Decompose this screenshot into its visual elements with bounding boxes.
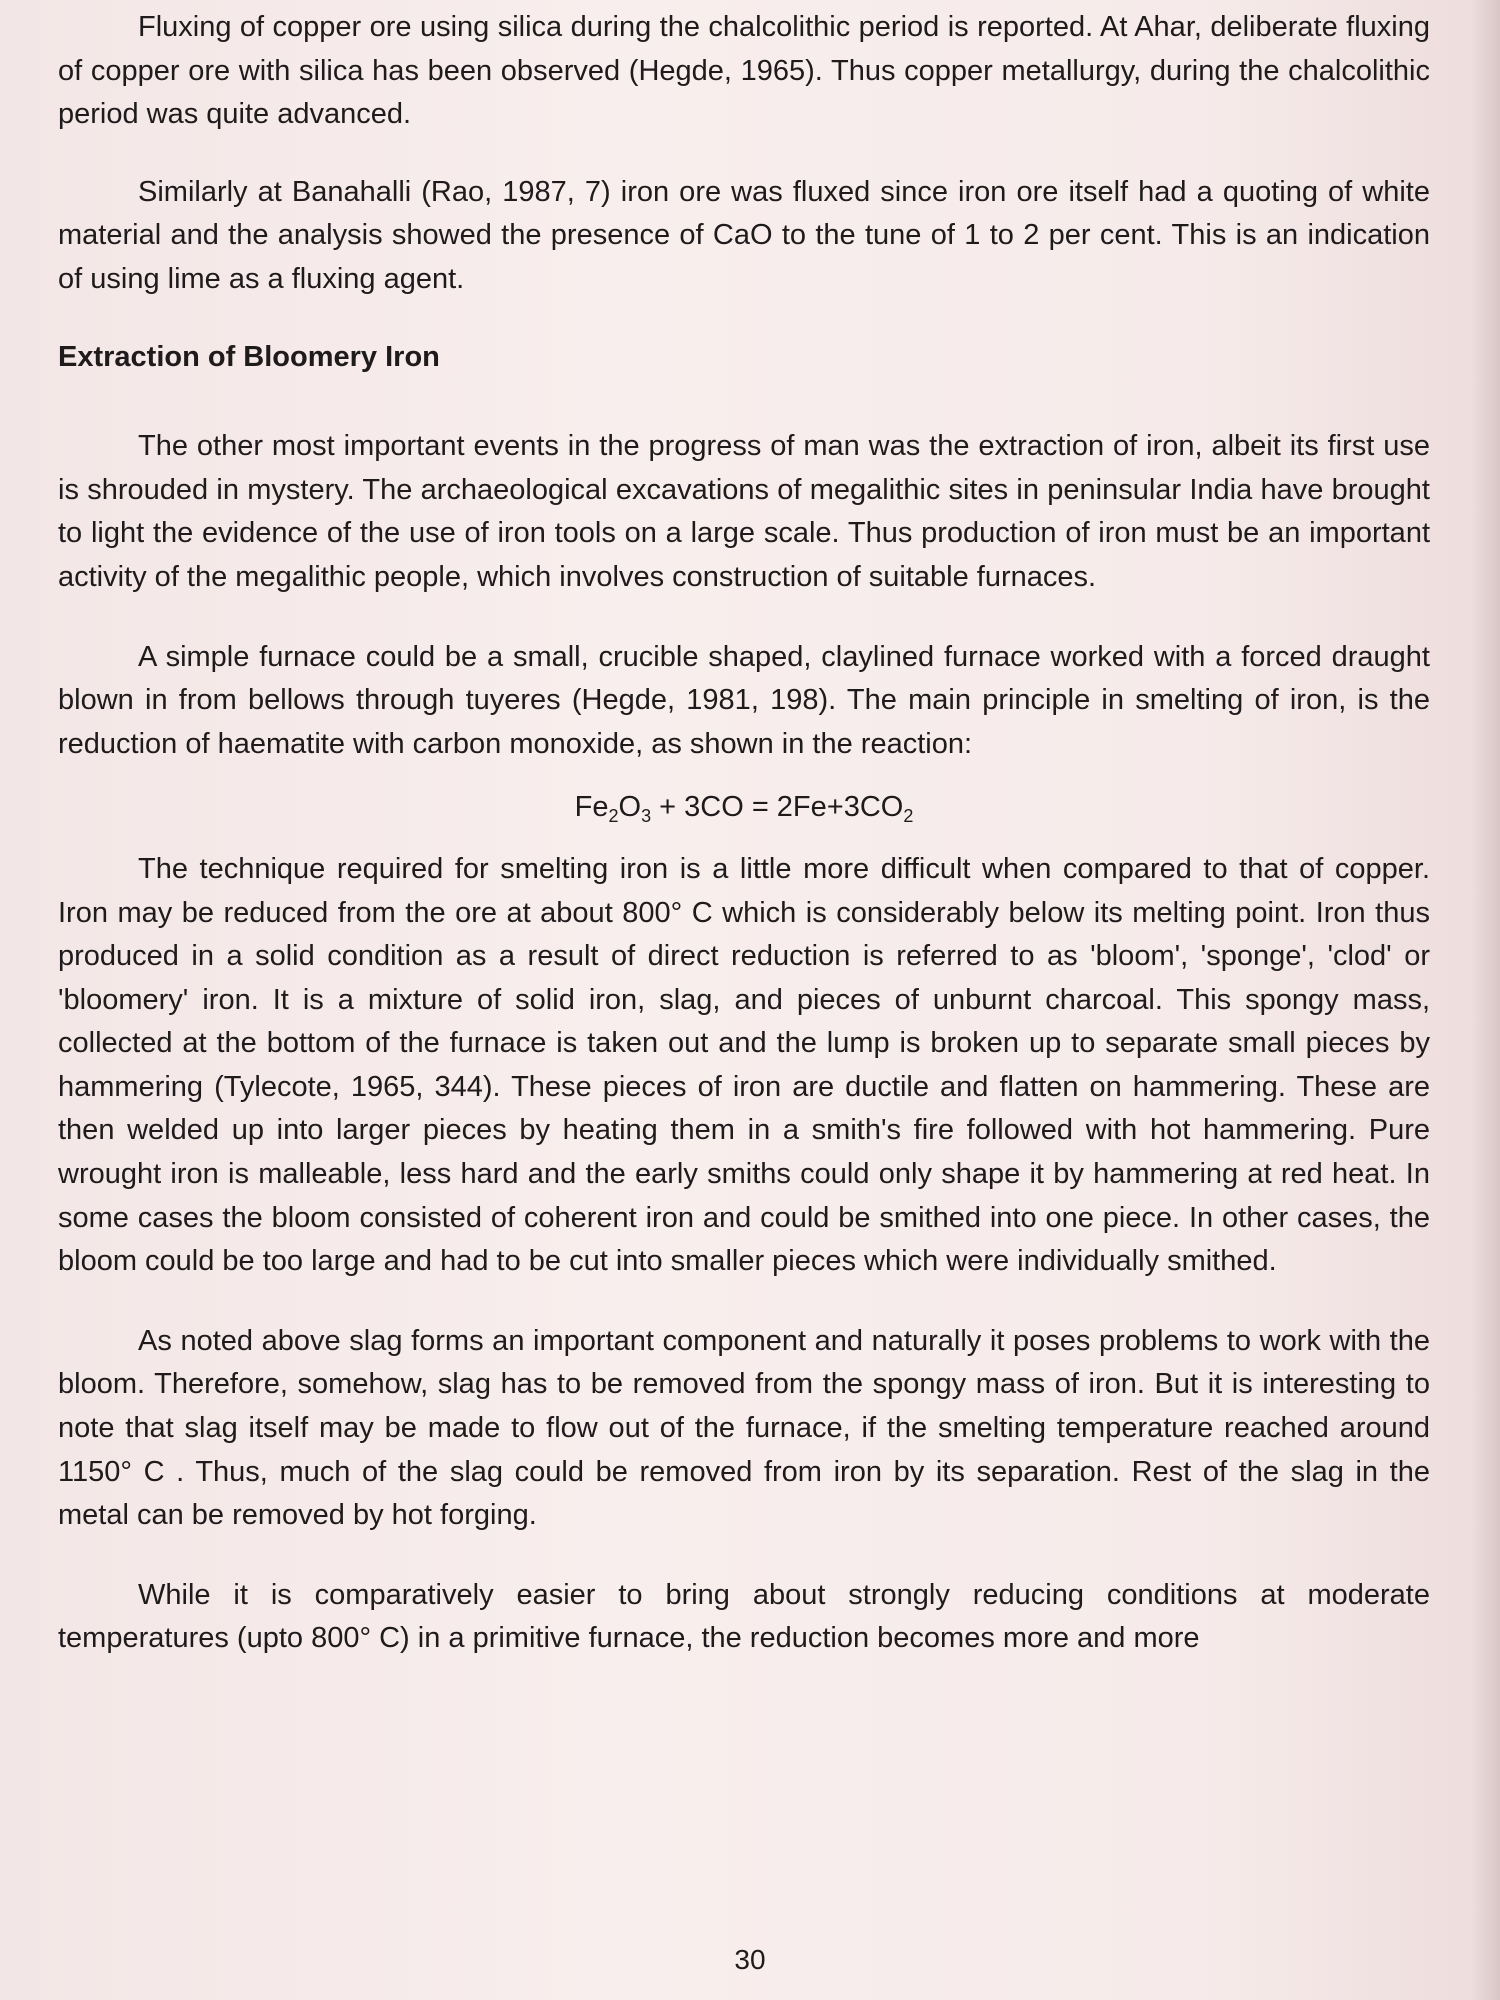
paragraph-banahalli: Similarly at Banahalli (Rao, 1987, 7) iron ore was fluxed since iron ore itself had a quoting of white material and the analysis showed the presence of CaO to the tune of 1 to 2 per cent. This is an indication of using lime as a fluxing agent. [58, 175, 1430, 295]
eq-fe: Fe [574, 791, 609, 824]
paragraph-reducing-conditions: While it is comparatively easier to bring about strongly reducing conditions at moderate temperatures (upto 800° C) in a primitive furnace, the reduction becomes more and more [58, 1578, 1430, 1655]
paragraph-slag: As noted above slag forms an important component and naturally it poses problems to work with the bloom. Therefore, somehow, slag has to be removed from the spongy mass of iron. But it is interesting to note that slag itself may be made to flow out of the furnace, if the smelting temperature reached around 1150° C . Thus, much of the slag could be removed from iron by its separation. Rest of the slag in the metal can be removed by hot forging. [58, 1324, 1430, 1532]
paragraph-smelting-technique: The technique required for smelting iron is a little more difficult when compared to that of copper. Iron may be reduced from the ore at about 800° C which is considerably below its melting point. Iron thus produced in a solid condition as a result of direct reduction is referred to as 'bloom', 'sponge', 'clod' or 'bloomery' iron. It is a mixture of solid iron, slag, and pieces of unburnt charcoal. This spongy mass, collected at the bottom of the furnace is taken out and the lump is broken up to separate small pieces by hammering (Tylecote, 1965, 344). These pieces of iron are ductile and flatten on hammering. These are then welded up into larger pieces by heating them in a smith's fire followed with hot hammering. Pure wrought iron is malleable, less hard and the early smiths could only shape it by hammering at red heat. In some cases the bloom consisted of coherent iron and could be smithed into one piece. In other cases, the bloom could be too large and had to be cut into smaller pieces which were individually smithed. [58, 852, 1430, 1278]
page-number: 30 [734, 1944, 766, 1975]
eq-sub-2: 2 [608, 806, 619, 827]
paragraph-fluxing-copper: Fluxing of copper ore using silica during the chalcolithic period is reported. At Ahar, deliberate fluxing of copper ore with silica has been observed (Hegde, 1965). Thus copper metallurgy, during the chalcolithic period was quite advanced. [58, 11, 1430, 131]
reaction-equation [58, 786, 1430, 830]
eq-sub-end: 2 [903, 806, 914, 827]
eq-middle: + 3CO = 2Fe+3CO [651, 791, 904, 824]
paragraph-simple-furnace: A simple furnace could be a small, crucible shaped, claylined furnace worked with a forced draught blown in from bellows through tuyeres (Hegde, 1981, 198). The main principle in smelting of iron, is the reduction of haematite with carbon monoxide, as shown in the reaction: [58, 640, 1430, 760]
eq-o: O [618, 791, 642, 824]
paragraph-iron-extraction: The other most important events in the progress of man was the extraction of iron, albeit its first use is shrouded in mystery. The archaeological excavations of megalithic sites in peninsular India have brought to light the evidence of the use of iron tools on a large scale. Thus production of iron must be an important activity of the megalithic people, which involves construction of suitable furnaces. [58, 430, 1430, 593]
section-heading: Extraction of Bloomery Iron [58, 340, 440, 373]
eq-sub-3: 3 [641, 806, 652, 827]
